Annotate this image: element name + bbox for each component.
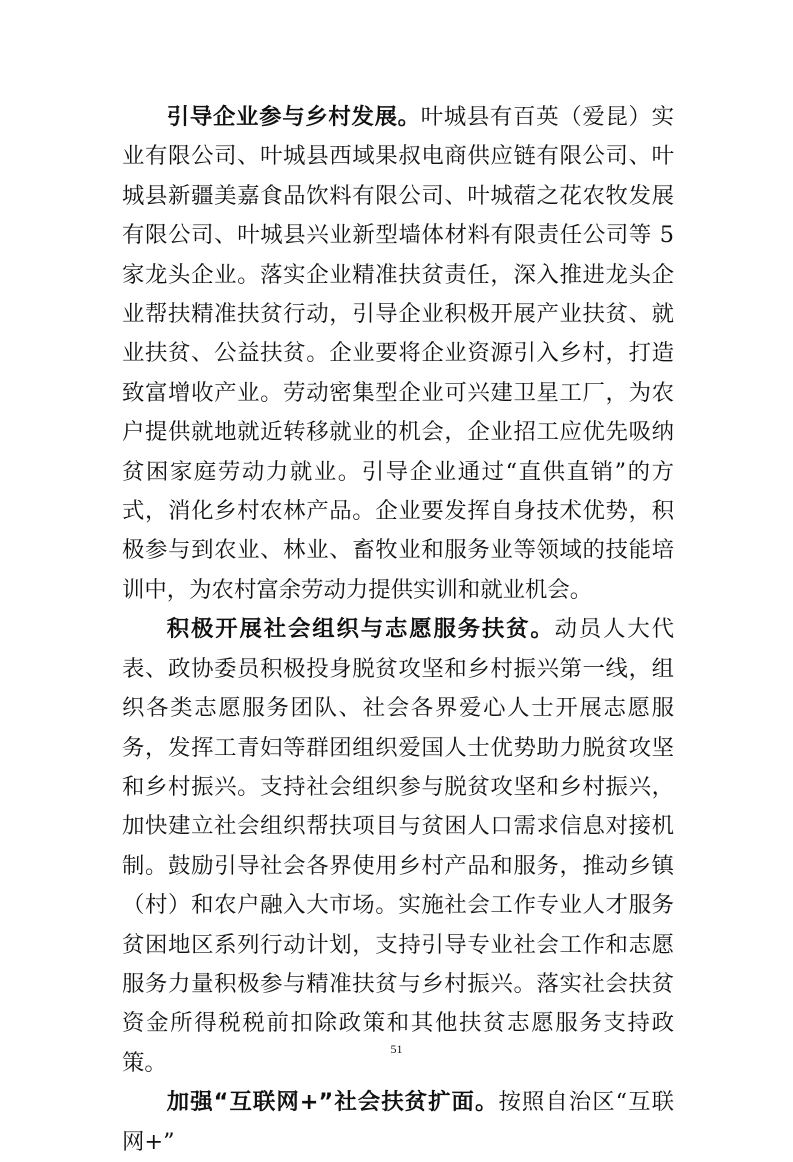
paragraph-heading: 引导企业参与乡村发展。	[166, 104, 421, 130]
paragraph-body: 按照自治区“互联网+”	[122, 1089, 674, 1155]
page-number: 51	[390, 1042, 403, 1056]
paragraph-body: 叶城县有百英（爱昆）实业有限公司、叶城县西域果叔电商供应链有限公司、叶城县新疆美嘉食品饮料有限公司、叶城蓿之花农牧发展有限公司、叶城县兴业新型墙体材料有限责任公司等 5 家龙头企业。落实企业精准扶贫责任，深入推进龙头企业帮扶精准扶贫行动，引导企业积极开展产业扶贫、就业扶贫、公益扶贫。企业要将企业资源引入乡村，打造致富增收产业。劳动密集型企业可兴建卫星工厂，为农户提供就地就近转移就业的机会，企业招工应优先吸纳贫困家庭劳动力就业。引导企业通过“直供直销”的方式，消化乡村农林产品。企业要发挥自身技术优势，积极参与到农业、林业、畜牧业和服务业等领域的技能培训中，为农村富余劳动力提供实训和就业机会。	[122, 104, 675, 603]
document-page	[122, 98, 674, 1162]
paragraph-heading: 加强“互联网+”社会扶贫扩面。	[166, 1089, 499, 1116]
paragraph-body: 动员人大代表、政协委员积极投身脱贫攻坚和乡村振兴第一线，组织各类志愿服务团队、社会各界爱心人士开展志愿服务，发挥工青妇等群团组织爱国人士优势助力脱贫攻坚和乡村振兴。支持社会组织参与脱贫攻坚和乡村振兴，加快建立社会组织帮扶项目与贫困人口需求信息对接机制。鼓励引导社会各界使用乡村产品和服务，推动乡镇（村）和农户融入大市场。实施社会工作专业人才服务贫困地区系列行动计划，支持引导专业社会工作和志愿服务力量积极参与精准扶贫与乡村振兴。落实社会扶贫资金所得税税前扣除政策和其他扶贫志愿服务支持政策。	[122, 616, 675, 1076]
paragraph-enterprise-participation	[122, 98, 674, 610]
paragraph-social-organization	[122, 610, 674, 1083]
paragraph-heading: 积极开展社会组织与志愿服务扶贫。	[166, 616, 555, 643]
paragraph-internet-plus	[122, 1083, 674, 1162]
